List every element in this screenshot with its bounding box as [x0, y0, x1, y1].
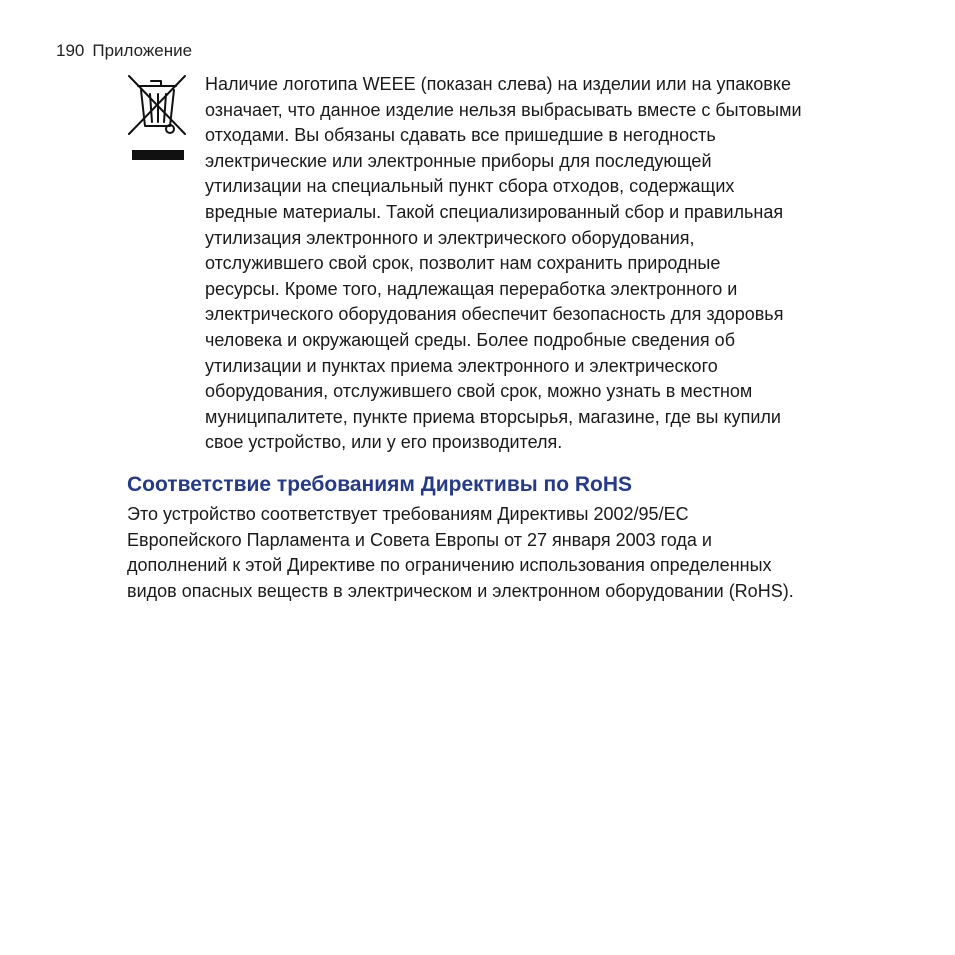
text-line: утилизация электронного и электрического оборудования, [205, 227, 695, 248]
text-line: электрического оборудования обеспечит безопасность для здоровья [205, 304, 784, 325]
text-line: ресурсы. Кроме того, надлежащая переработка электронного и [205, 278, 738, 299]
text-line: вредные материалы. Такой специализированный сбор и правильная [205, 201, 784, 222]
rohs-paragraph [127, 502, 887, 604]
text-line: Это устройство соответствует требованиям Директивы 2002/95/EC [127, 504, 689, 524]
text-line: отходами. Вы обязаны сдавать все пришедшие в негодность [205, 125, 716, 146]
text-line: утилизации на специальный пункт сбора отходов, содержащих [205, 176, 735, 197]
text-line: утилизации и пунктах приема электронного и электрического [205, 355, 718, 376]
text-line: человека и окружающей среды. Более подробные сведения об [205, 329, 735, 350]
text-line: муниципалитете, пункте приема вторсырья, магазине, где вы купили [205, 406, 781, 427]
text-line: электрические или электронные приборы для последующей [205, 150, 712, 171]
page-number: 190 [56, 41, 85, 60]
text-line: видов опасных веществ в электрическом и электронном оборудовании (RoHS). [127, 580, 794, 601]
text-line: Европейского Парламента и Совета Европы от 27 января 2003 года и [127, 529, 712, 550]
text-line: означает, что данное изделие нельзя выбрасывать вместе с бытовыми [205, 99, 802, 120]
text-line: свое устройство, или у его производителя. [205, 432, 563, 453]
weee-paragraph [205, 72, 865, 456]
text-line: Наличие логотипа WEEE (показан слева) на изделии или на упаковке [205, 74, 791, 94]
text-line: дополнений к этой Директиве по ограничению использования определенных [127, 555, 772, 576]
text-line: отслужившего свой срок, позволит нам сохранить природные [205, 253, 721, 274]
rohs-heading: Соответствие требованиям Директивы по RoHS [127, 473, 633, 496]
text-line: оборудования, отслужившего свой срок, можно узнать в местном [205, 381, 753, 402]
section-name: Приложение [92, 41, 193, 60]
crossed-out-wheelie-bin-icon [124, 72, 190, 164]
page-header [56, 40, 192, 62]
